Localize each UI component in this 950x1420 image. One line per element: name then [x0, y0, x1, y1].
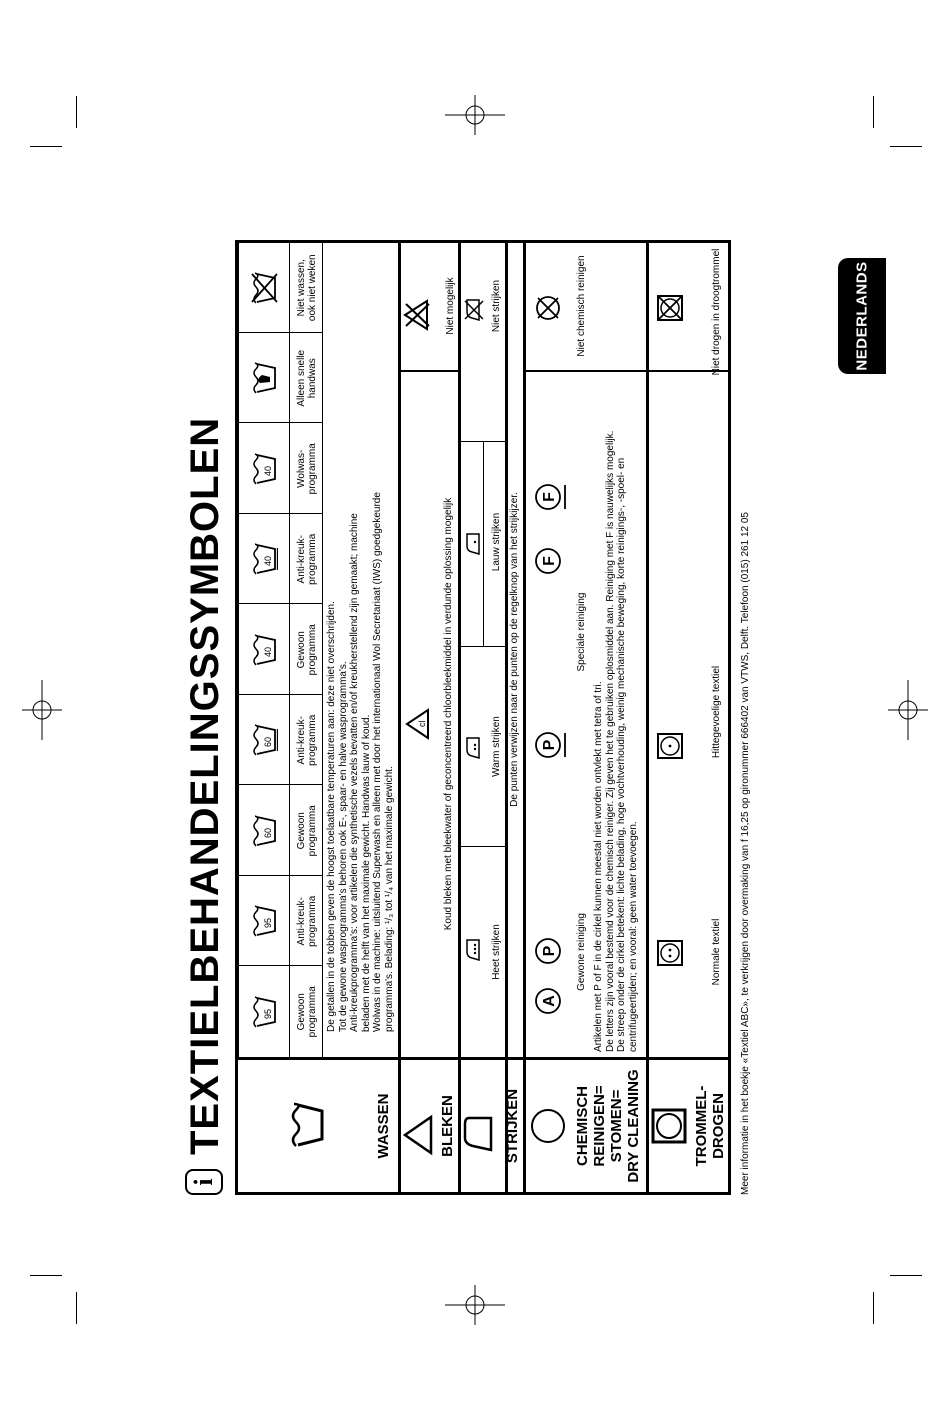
care-symbol-sheet — [175, 240, 751, 1195]
wash-column-label — [296, 424, 318, 515]
dry-clean-letter-icon — [534, 986, 568, 1016]
bleach-not-text: Niet mogelijk — [445, 277, 456, 335]
wash-temp-label: 95 — [263, 1008, 273, 1019]
dry-clean-explanation — [593, 247, 639, 1052]
tumble-dryer-icon — [651, 1108, 687, 1144]
wash-column-label-line: programma — [307, 533, 318, 585]
iron-hot-text: Heet strijken — [491, 924, 502, 980]
wash-temp-icon — [250, 904, 278, 938]
wash-column-label-line: Niet wassen, — [296, 259, 307, 317]
wash-text-line: Wolwas in de machine: uitsluitend Superwash en alleen met door het internationaal Wol Secretariaat (IWS) goedgekeurde — [372, 492, 383, 1032]
wash-column-label-line: Gewoon — [296, 631, 307, 669]
category-label-wassen: WASSEN — [375, 1093, 392, 1159]
wash-column-label — [296, 876, 318, 967]
iron-hot-icon — [464, 938, 482, 962]
wash-text-line: beladen met de helft van het maximale gewicht. Handwas lauw of koud. — [360, 714, 372, 1032]
wash-text-line: programma's. Belading: ¹/₃ tot ¹/₄ van het maximale gewicht. — [383, 766, 395, 1032]
dry-clean-text-line: Artikelen met P of F in de cirkel kunnen meestal niet worden ontvlekt met tetra of tri. — [593, 681, 604, 1052]
category-label-chemisch-2: REINIGEN= — [591, 1085, 608, 1167]
symbol-table — [235, 240, 731, 1195]
wash-column-label-line: Alleen snelle — [296, 349, 307, 407]
dry-clean-text-line: De streep onder de cirkel betekent: lichte belading, hoge vochtverhouding, weinig mechanische beweging, korte reinigings-, -spoel- en — [616, 457, 627, 1052]
category-label-chemisch-3: STOMEN= — [608, 1089, 625, 1163]
category-label-chemisch-1: CHEMISCH — [574, 1086, 591, 1167]
wash-column-label-line: handwas — [307, 358, 318, 399]
wash-column-label — [296, 333, 318, 424]
wash-column-label-line: programma — [307, 895, 318, 947]
dry-clean-text-line: De letters zijn vooral bestemd voor de chemisch reiniger. Zij geven het te gebruiken oplosmiddel aan. Reiniging met F is nauwelijks mogelijk. — [604, 430, 616, 1052]
wash-column-label-line: Anti-kreuk- — [296, 716, 307, 765]
dry-clean-text-line: centrifugeertijden; en vooral: geen water toevoegen. — [627, 821, 639, 1052]
wash-temp-icon — [250, 542, 278, 576]
wash-text-line: Anti-kreukprogramma's: voor artikelen die synthetische vezels bevatten en/of kreukherstellend zijn gemaakt; machine — [349, 513, 360, 1032]
tumble-not-text: Niet drogen in droogtrommel — [711, 248, 722, 376]
category-label-bleken: BLEKEN — [439, 1095, 456, 1157]
iron-cool-icon — [464, 532, 482, 556]
wash-column-label-line: programma — [307, 714, 318, 766]
wash-column-label — [296, 605, 318, 696]
wash-temp-label: 40 — [263, 556, 273, 567]
svg-text:F: F — [541, 556, 558, 566]
tumble-normal-icon — [656, 939, 684, 967]
svg-text:A: A — [541, 995, 558, 1007]
dry-clean-letter-icon — [534, 730, 568, 760]
category-bleken — [401, 1060, 458, 1192]
category-label-trommel-2: DROGEN — [710, 1093, 727, 1159]
iron-note: De punten verwijzen naar de punten op de regelknop van het strijkijzer. — [509, 492, 520, 807]
dry-clean-letter-icon — [534, 482, 568, 512]
wash-temp-icon — [250, 452, 278, 486]
wash-column-label — [296, 514, 318, 605]
dry-clean-special-text: Speciale reiniging — [576, 592, 587, 672]
registration-mark-left — [22, 680, 62, 740]
wash-column-label — [296, 243, 318, 334]
iron-cool-text: Lauw strijken — [491, 512, 502, 572]
tumble-delicate-text: Hittegevoelige textiel — [711, 665, 722, 759]
registration-mark-right — [888, 680, 928, 740]
iron-warm-text: Warm strijken — [491, 716, 502, 777]
wash-temp-label: 60 — [263, 827, 273, 838]
wash-column-label-line: Gewoon — [296, 993, 307, 1031]
wash-temp-icon — [250, 723, 278, 757]
registration-mark-bottom — [445, 1285, 505, 1325]
wash-column-label-line: ook niet weken — [307, 254, 318, 322]
wash-text-line: Tot de gewone wasprogramma's behoren ook E-, spaar- en halve wasprogramma's. — [337, 661, 349, 1032]
dry-clean-letter-icon — [534, 936, 568, 966]
info-icon: i — [185, 1169, 223, 1195]
bleach-triangle-icon — [403, 1114, 433, 1156]
category-chemisch — [526, 1060, 646, 1192]
wash-column-label — [296, 967, 318, 1058]
iron-warm-icon — [464, 736, 482, 760]
wash-explanation — [326, 252, 395, 1032]
svg-text:P: P — [541, 945, 558, 957]
hand-wash-icon — [250, 361, 278, 395]
language-tab — [838, 258, 886, 374]
svg-text:cl: cl — [417, 720, 427, 727]
wash-column-label-line: Anti-kreuk- — [296, 535, 307, 584]
wash-temp-label: 40 — [263, 465, 273, 476]
wash-column-label — [296, 786, 318, 877]
no-tumble-icon — [656, 294, 684, 322]
iron-not-text: Niet strijken — [491, 279, 502, 333]
title-row — [175, 240, 235, 1195]
category-wassen — [238, 1060, 398, 1192]
no-dry-clean-icon — [534, 294, 562, 322]
wash-temp-label: 40 — [263, 646, 273, 657]
iron-icon — [463, 1114, 495, 1154]
category-trommel — [649, 1060, 728, 1192]
wash-column-label-line: programma — [307, 805, 318, 857]
wash-temp-icon — [250, 814, 278, 848]
wash-temp-icon — [250, 633, 278, 667]
footer-note: Meer informatie in het boekje «Textiel ABC», te verkrijgen door overmaking van f 16,25 op gironummer 666402 van VTWS, Delft. Telefoon (015) 261 12 05 — [740, 512, 751, 1195]
tumble-normal-text: Normale textiel — [711, 918, 722, 986]
category-strijken — [461, 1060, 523, 1192]
dry-clean-circle-icon — [530, 1108, 566, 1144]
category-label-strijken: STRIJKEN — [504, 1088, 521, 1164]
svg-text:F: F — [541, 492, 558, 502]
dry-clean-normal-text: Gewone reiniging — [576, 913, 587, 991]
iron-not-icon — [464, 298, 484, 322]
wash-column-label-line: Anti-kreuk- — [296, 897, 307, 946]
wash-text-line: De getallen in de tobben geven de hoogst toelaatbare temperaturen aan: deze niet overschrijden. — [326, 601, 337, 1032]
wash-column-label-line: programma — [307, 986, 318, 1038]
category-label-trommel-1: TROMMEL- — [693, 1085, 710, 1167]
wash-column-label-line: Gewoon — [296, 812, 307, 850]
page-title: TEXTIELBEHANDELINGSSYMBOLEN — [183, 416, 227, 1155]
bleach-allowed-text: Koud bleken met bleekwater of geconcentreerd chloorbleekmiddel in verdunde oplossing mogelijk — [443, 497, 454, 931]
svg-text:P: P — [541, 739, 558, 751]
tumble-delicate-icon — [656, 732, 684, 760]
bleach-cl-icon — [404, 707, 430, 741]
wash-column-label-line: programma — [307, 624, 318, 676]
wash-tub-icon — [288, 1102, 324, 1148]
wash-column-label-line: programma — [307, 443, 318, 495]
wash-column-label-line: Wolwas- — [296, 449, 307, 488]
registration-mark-top — [445, 95, 505, 135]
no-wash-icon — [250, 271, 278, 305]
wash-temp-label: 95 — [263, 918, 273, 929]
no-bleach-icon — [402, 298, 430, 332]
language-tab-label: NEDERLANDS — [853, 261, 871, 371]
wash-temp-icon — [250, 995, 278, 1029]
wash-temp-label: 60 — [263, 737, 273, 748]
wash-column-label — [296, 695, 318, 786]
category-label-chemisch-4: DRY CLEANING — [625, 1069, 642, 1183]
dry-clean-letter-icon — [534, 546, 568, 576]
dry-clean-not-text: Niet chemisch reinigen — [576, 255, 587, 357]
